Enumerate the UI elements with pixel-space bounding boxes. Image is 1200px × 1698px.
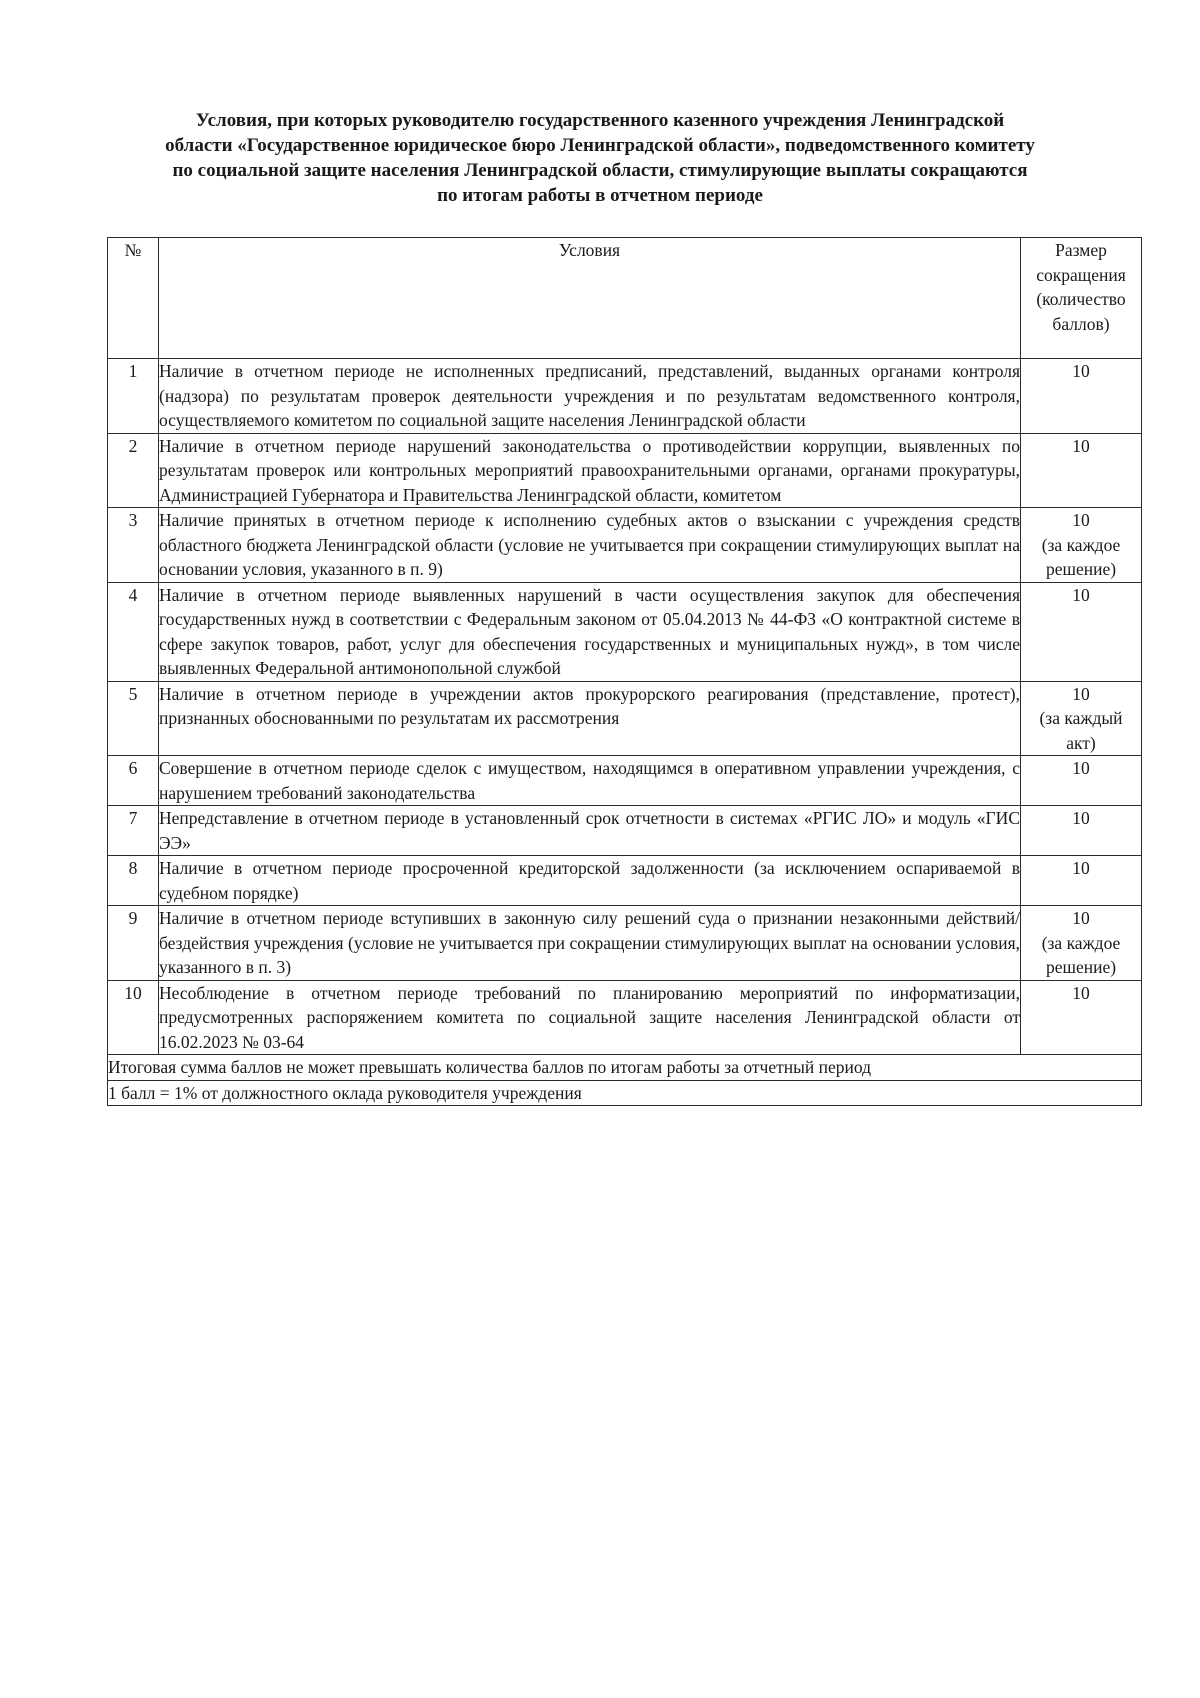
row-condition: Наличие в отчетном периоде не исполненных предписаний, представлений, выданных органами контроля (надзора) по результатам проверок деятельности учреждения и по результатам ведомственного контроля, осуществляемого комитетом по социальной защите населения Ленинградской области [159,359,1021,434]
table-body [108,359,1142,1055]
table-row [108,856,1142,906]
reduction-size-line: 10 [1072,982,1090,1003]
footer-row [108,1080,1142,1106]
reduction-size-line: решение) [1045,957,1117,977]
reduction-size-line: 10 [1072,808,1090,828]
reduction-size-line: 10 [1072,361,1090,381]
reduction-size-line: 10 [1072,435,1090,456]
row-number: 2 [108,433,159,508]
row-number: 3 [108,508,159,583]
row-number: 5 [108,681,159,756]
conditions-table [107,237,1142,1106]
row-condition: Наличие в отчетном периоде нарушений законодательства о противодействии коррупции, выявленных по результатам проверок или контрольных мероприятий правоохранительными органами, органами прокуратуры, Администрацией Губернатора и Правительства Ленинградской области, комитетом [159,433,1021,508]
row-condition: Несоблюдение в отчетном периоде требований по планированию мероприятий по информатизации, предусмотренных распоряжением комитета по социальной защите населения Ленинградской области от 16.02.2023 № 03-64 [159,980,1021,1055]
reduction-size-line: (за каждое [1041,932,1121,953]
header-size-line: баллов) [1052,313,1110,334]
table-row [108,582,1142,681]
row-reduction-size [1021,359,1142,434]
reduction-size-line: 10 [1072,683,1090,704]
table-row [108,433,1142,508]
header-number: № [108,238,159,359]
row-reduction-size [1021,906,1142,981]
table-row [108,508,1142,583]
page-title [100,108,1100,208]
reduction-size-line: решение) [1045,559,1117,579]
table-row [108,681,1142,756]
row-condition: Наличие в отчетном периоде в учреждении актов прокурорского реагирования (представление, протест), признанных обоснованными по результатам их рассмотрения [159,681,1021,756]
reduction-size-line: 10 [1072,758,1090,778]
row-condition: Наличие в отчетном периоде просроченной кредиторской задолженности (за исключением оспариваемой в судебном порядке) [159,856,1021,906]
row-reduction-size [1021,508,1142,583]
row-reduction-size [1021,433,1142,508]
reduction-size-line: 10 [1072,584,1090,605]
row-number: 6 [108,756,159,806]
row-reduction-size [1021,756,1142,806]
header-size-line: Размер [1055,240,1107,260]
row-number: 8 [108,856,159,906]
row-number: 10 [108,980,159,1055]
reduction-size-line: 10 [1072,908,1090,928]
table-header-row [108,238,1142,359]
row-number: 7 [108,806,159,856]
row-reduction-size [1021,681,1142,756]
footer-row [108,1055,1142,1081]
reduction-size-line: 10 [1072,858,1090,878]
table-row [108,980,1142,1055]
header-conditions: Условия [159,238,1021,359]
row-number: 4 [108,582,159,681]
footer-note-total: Итоговая сумма баллов не может превышать количества баллов по итогам работы за отчетный период [108,1055,1142,1081]
reduction-size-line: 10 [1072,510,1090,530]
row-condition: Наличие в отчетном периоде вступивших в законную силу решений суда о признании незаконными действий/бездействия учреждения (условие не учитывается при сокращении стимулирующих выплат на основании условия, указанного в п. 3) [159,906,1021,981]
table-footer [108,1055,1142,1106]
title-line: по социальной защите населения Ленинградской области, стимулирующие выплаты сокращаются [172,160,1028,181]
row-reduction-size [1021,980,1142,1055]
table-row [108,906,1142,981]
title-line: Условия, при которых руководителю государственного казенного учреждения Ленинградской [195,110,1005,131]
row-condition: Непредставление в отчетном периоде в установленный срок отчетности в системах «РГИС ЛО» и модуль «ГИС ЭЭ» [159,806,1021,856]
row-reduction-size [1021,582,1142,681]
row-reduction-size [1021,856,1142,906]
table-row [108,756,1142,806]
reduction-size-line: (за каждый [1039,708,1123,728]
reduction-size-line: акт) [1066,732,1096,753]
footer-note-point-value: 1 балл = 1% от должностного оклада руководителя учреждения [108,1080,1142,1106]
row-reduction-size [1021,806,1142,856]
row-number: 9 [108,906,159,981]
reduction-size-line: (за каждое [1041,534,1121,555]
header-size-line: сокращения [1036,264,1126,285]
row-condition: Наличие в отчетном периоде выявленных нарушений в части осуществления закупок для обеспечения государственных нужд в соответствии с Федеральным законом от 05.04.2013 № 44-ФЗ «О контрактной системе в сфере закупок товаров, работ, услуг для обеспечения государственных и муниципальных нужд», в том числе выявленных Федеральной антимонопольной службой [159,582,1021,681]
header-size-line: (количество [1036,289,1126,309]
header-reduction-size [1021,238,1142,359]
row-condition: Совершение в отчетном периоде сделок с имуществом, находящимся в оперативном управлении учреждения, с нарушением требований законодательства [159,756,1021,806]
title-line: области «Государственное юридическое бюро Ленинградской области», подведомственного комитету [165,135,1035,156]
row-number: 1 [108,359,159,434]
title-line: по итогам работы в отчетном периоде [437,185,763,206]
table-row [108,806,1142,856]
row-condition: Наличие принятых в отчетном периоде к исполнению судебных актов о взыскании с учреждения средств областного бюджета Ленинградской области (условие не учитывается при сокращении стимулирующих выплат на основании условия, указанного в п. 9) [159,508,1021,583]
table-row [108,359,1142,434]
